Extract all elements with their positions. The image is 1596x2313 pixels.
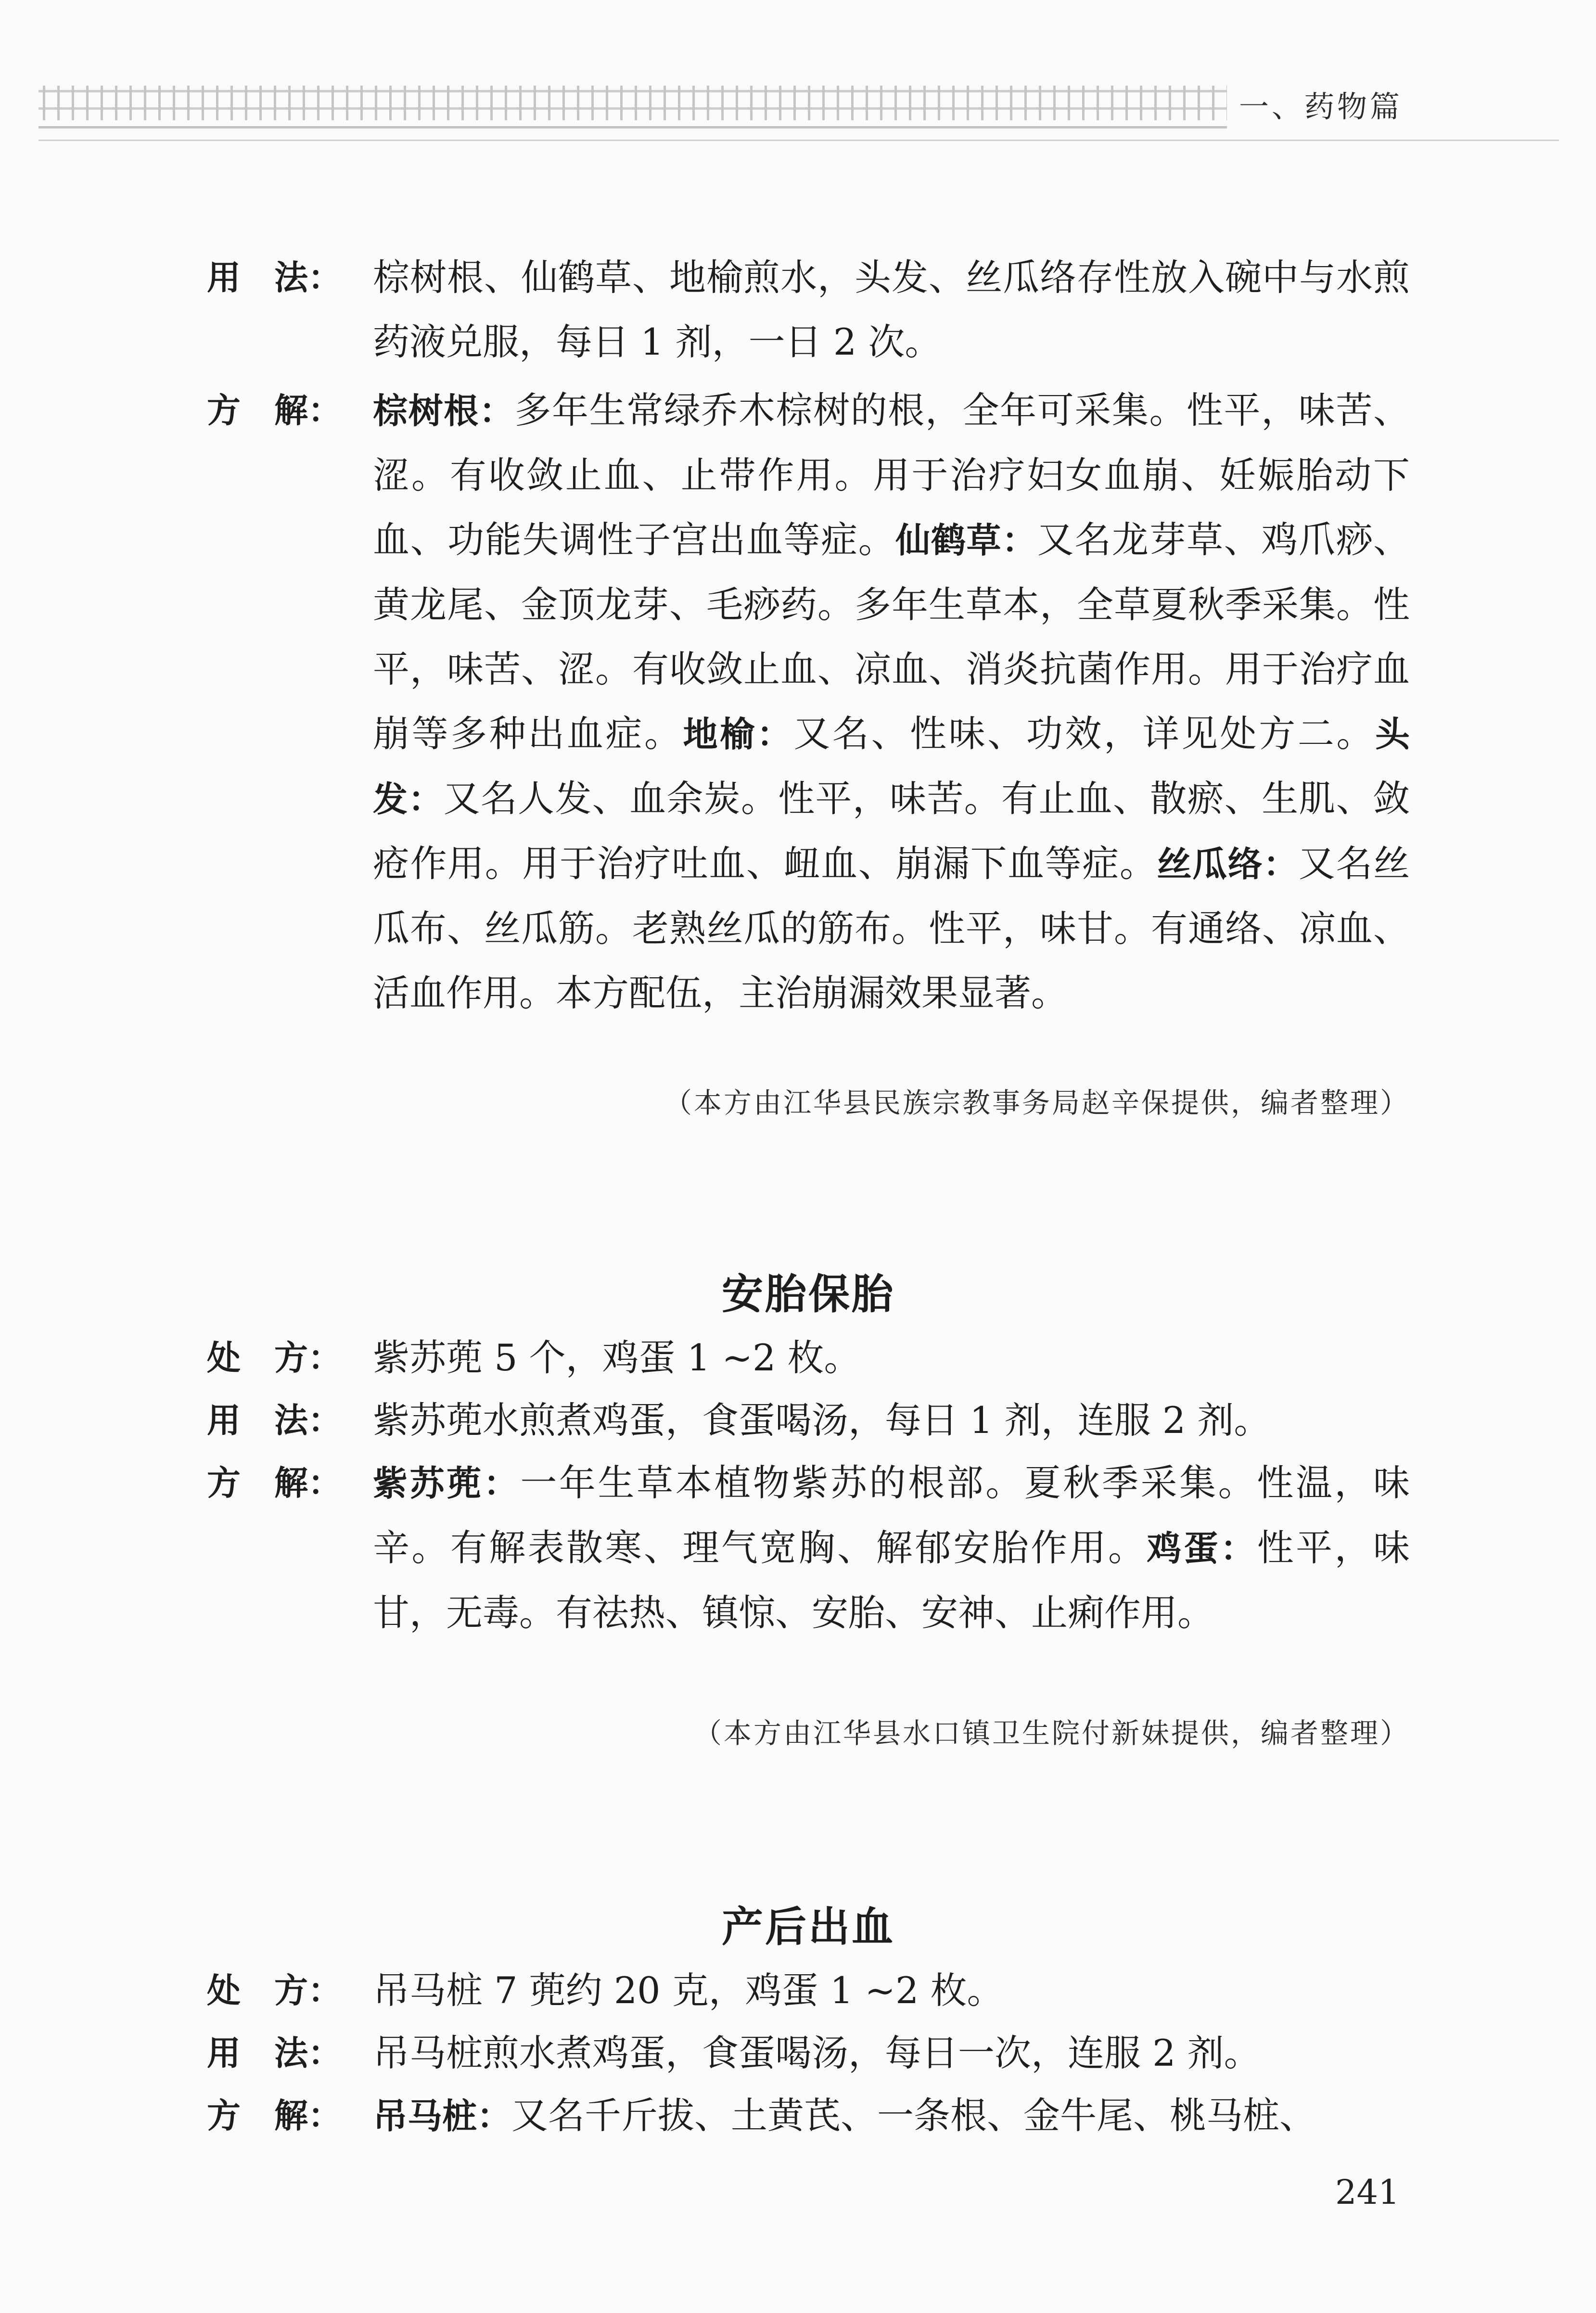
herb-term: 棕树根： bbox=[373, 391, 515, 431]
entry-text: 棕树根、仙鹤草、地榆煎水，头发、丝瓜络存性放入碗中与水煎药液兑服，每日 1 剂，一日 2 次。 bbox=[373, 256, 1410, 363]
herb-term: 紫苏蔸： bbox=[373, 1463, 521, 1504]
herb-description: 又名丝瓜布、丝瓜筋。老熟丝瓜的筋布。性平，味甘。有通络、凉血、活血作用。本方配伍，主治崩漏效果显著。 bbox=[373, 842, 1410, 1014]
entry-label: 方 解： bbox=[207, 2096, 342, 2135]
herb-description: 又名千斤拔、土黄芪、一条根、金牛尾、桃马桩、 bbox=[511, 2094, 1316, 2137]
entry-text: 紫苏蔸水煎煮鸡蛋，食蛋喝汤，每日 1 剂，连服 2 剂。 bbox=[373, 1399, 1271, 1442]
herb-term: 丝瓜络： bbox=[1157, 844, 1299, 884]
page-number: 241 bbox=[1335, 2172, 1400, 2212]
entry-text bbox=[373, 1451, 1410, 1645]
section-title: 安胎保胎 bbox=[722, 1270, 895, 1318]
entry-text bbox=[373, 378, 1410, 1025]
section-title: 产后出血 bbox=[722, 1903, 895, 1951]
entry-label: 用 法： bbox=[207, 258, 342, 297]
entry-label: 方 解： bbox=[207, 1463, 342, 1503]
herb-description: 又名龙芽草、鸡爪痧、黄龙尾、金顶龙芽、毛痧药。多年生草本，全草夏秋季采集。性平，味苦、涩。有收敛止血、凉血、消炎抗菌作用。用于治疗血崩等多种出血症。 bbox=[373, 518, 1410, 755]
entry-label: 用 法： bbox=[207, 2033, 342, 2073]
entry-text: 紫苏蔸 5 个，鸡蛋 1 ~2 枚。 bbox=[373, 1336, 861, 1379]
entry-label: 方 解： bbox=[207, 391, 342, 430]
source-credit: （本方由江华县水口镇卫生院付新妹提供，编者整理） bbox=[693, 1717, 1410, 1750]
herb-description: 一年生草本植物紫苏的根部。夏秋季采集。性温，味辛。有解表散寒、理气宽胸、解郁安胎作用。 bbox=[373, 1461, 1410, 1569]
herb-term: 吊马桩： bbox=[373, 2096, 512, 2136]
entry-text: 吊马桩 7 蔸约 20 克，鸡蛋 1 ~2 枚。 bbox=[373, 1969, 1004, 2012]
herb-description: 性平，味甘，无毒。有祛热、镇惊、安胎、安神、止痢作用。 bbox=[373, 1526, 1410, 1634]
herb-term: 鸡蛋： bbox=[1147, 1528, 1257, 1569]
page-header bbox=[0, 0, 1596, 159]
entry-label: 处 方： bbox=[207, 1971, 342, 2010]
entry-label: 处 方： bbox=[207, 1338, 342, 1378]
herb-description: 多年生常绿乔木棕树的根，全年可采集。性平，味苦、涩。有收敛止血、止带作用。用于治疗妇女血崩、妊娠胎动下血、功能失调性子宫出血等症。 bbox=[373, 389, 1410, 561]
herb-term: 仙鹤草： bbox=[895, 520, 1037, 561]
header-rule bbox=[38, 140, 1559, 141]
entry-text: 吊马桩煎水煮鸡蛋，食蛋喝汤，每日一次，连服 2 剂。 bbox=[373, 2032, 1261, 2074]
herb-term: 地榆： bbox=[683, 714, 794, 754]
herb-term: 头发： bbox=[373, 714, 1410, 819]
decorative-border-band bbox=[38, 86, 1227, 120]
herb-description: 又名、性味、功效，详见处方二。 bbox=[793, 712, 1375, 755]
entry-text bbox=[373, 2083, 1410, 2148]
running-head: 一、药物篇 bbox=[1239, 89, 1403, 124]
source-credit: （本方由江华县民族宗教事务局赵辛保提供，编者整理） bbox=[664, 1086, 1410, 1119]
entry-label: 用 法： bbox=[207, 1401, 342, 1440]
herb-description: 又名人发、血余炭。性平，味苦。有止血、散瘀、生肌、敛疮作用。用于治疗吐血、衄血、崩漏下血等症。 bbox=[373, 777, 1410, 885]
decorative-border-line bbox=[38, 126, 1227, 128]
